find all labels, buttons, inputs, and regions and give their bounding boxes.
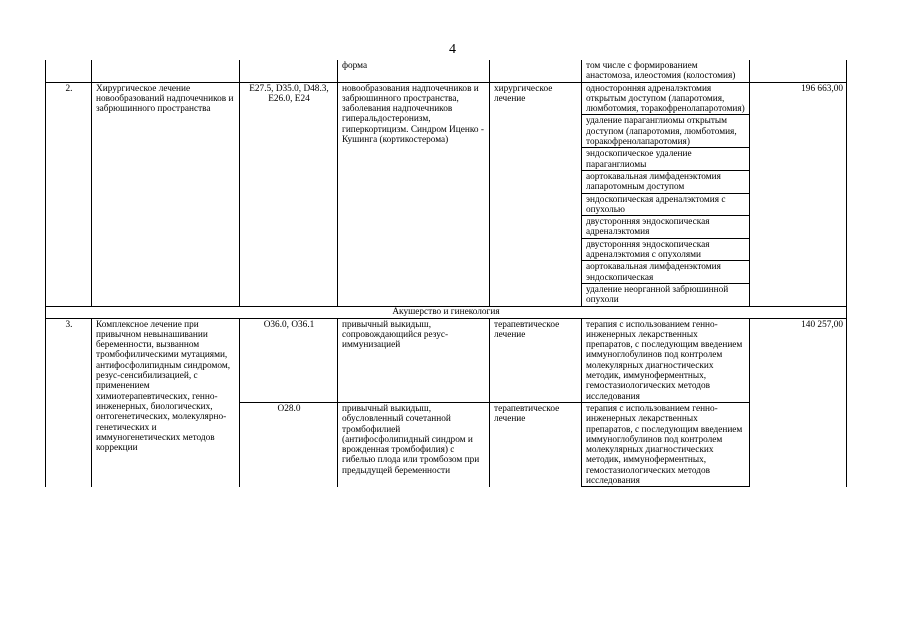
care-name-cell: Комплексное лечение при привычном невынашивании беременности, вызванном тромбофилическими мутациями, антифосфолипидным синдромом, резус-сенсибилизацией, с применением химиотерапевтических, генно-инженерных, биологических, онтогенетических, молекулярно-генетических и иммуногенетических методов коррекции [92, 318, 240, 487]
row-number-cell [46, 60, 92, 82]
patient-model-cell: привычный выкидыш, сопровождающийся резус-иммунизацией [338, 318, 490, 402]
table-row [46, 82, 847, 115]
treatment-method-cell: удаление параганглиомы открытым доступом (лапаротомия, люмботомия, торакофренолапаротомия) [582, 115, 750, 148]
treatment-method-cell: аортокавальная лимфаденэктомия эндоскопическая [582, 261, 750, 284]
treatment-method-cell: терапия с использованием генно-инженерных лекарственных препаратов, с последующим введением иммуноглобулинов под контролем молекулярных диагностических методик, иммуноферментных, гемостазиологических методов исследования [582, 318, 750, 402]
cost-cell: 140 257,00 [750, 318, 847, 487]
treatment-method-cell: эндоскопическая адреналэктомия с опухолью [582, 193, 750, 216]
treatment-method-cell: удаление неорганной забрюшинной опухоли [582, 283, 750, 306]
treatment-method-cell: эндоскопическое удаление параганглиомы [582, 148, 750, 171]
treatment-type-cell: терапевтическое лечение [490, 318, 582, 402]
treatment-type-cell [490, 60, 582, 82]
medical-care-table [45, 60, 847, 487]
patient-model-cell: привычный выкидыш, обусловленный сочетанной тромбофилией (антифосфолипидный синдром и врожденная тромбофилия) с гибелью плода или тромбозом при предыдущей беременности [338, 402, 490, 486]
table-row [46, 318, 847, 402]
treatment-method-cell: терапия с использованием генно-инженерных лекарственных препаратов, с последующим введением иммуноглобулинов под контролем молекулярных диагностических методик, иммуноферментных, гемостазиологических методов исследования [582, 402, 750, 486]
patient-model-cell: новообразования надпочечников и забрюшинного пространства, заболевания надпочечников гиперальдостеронизм, гиперкортицизм. Синдром Иценко - Кушинга (кортикостерома) [338, 82, 490, 306]
cost-cell [750, 60, 847, 82]
row-number-cell: 2. [46, 82, 92, 306]
treatment-type-cell: хирургическое лечение [490, 82, 582, 306]
patient-model-cell: форма [338, 60, 490, 82]
section-title: Акушерство и гинекология [46, 306, 847, 318]
section-row [46, 306, 847, 318]
treatment-method-cell: аортокавальная лимфаденэктомия лапаротомным доступом [582, 170, 750, 193]
row-number-cell: 3. [46, 318, 92, 487]
care-name-cell: Хирургическое лечение новообразований надпочечников и забрюшинного пространства [92, 82, 240, 306]
icd-codes-cell: E27.5, D35.0, D48.3, E26.0, E24 [240, 82, 338, 306]
icd-codes-cell [240, 60, 338, 82]
treatment-method-cell: двусторонняя эндоскопическая адреналэктомия с опухолями [582, 238, 750, 261]
page-number: 4 [449, 42, 456, 57]
treatment-type-cell: терапевтическое лечение [490, 402, 582, 486]
cost-cell: 196 663,00 [750, 82, 847, 306]
table-row [46, 60, 847, 82]
treatment-method-cell: односторонняя адреналэктомия открытым доступом (лапаротомия, люмботомия, торакофренолапаротомия) [582, 82, 750, 115]
icd-codes-cell: O28.0 [240, 402, 338, 486]
treatment-method-cell: двусторонняя эндоскопическая адреналэктомия [582, 216, 750, 239]
treatment-method-cell: том числе с формированием анастомоза, илеостомия (колостомия) [582, 60, 750, 82]
care-name-cell [92, 60, 240, 82]
icd-codes-cell: O36.0, O36.1 [240, 318, 338, 402]
